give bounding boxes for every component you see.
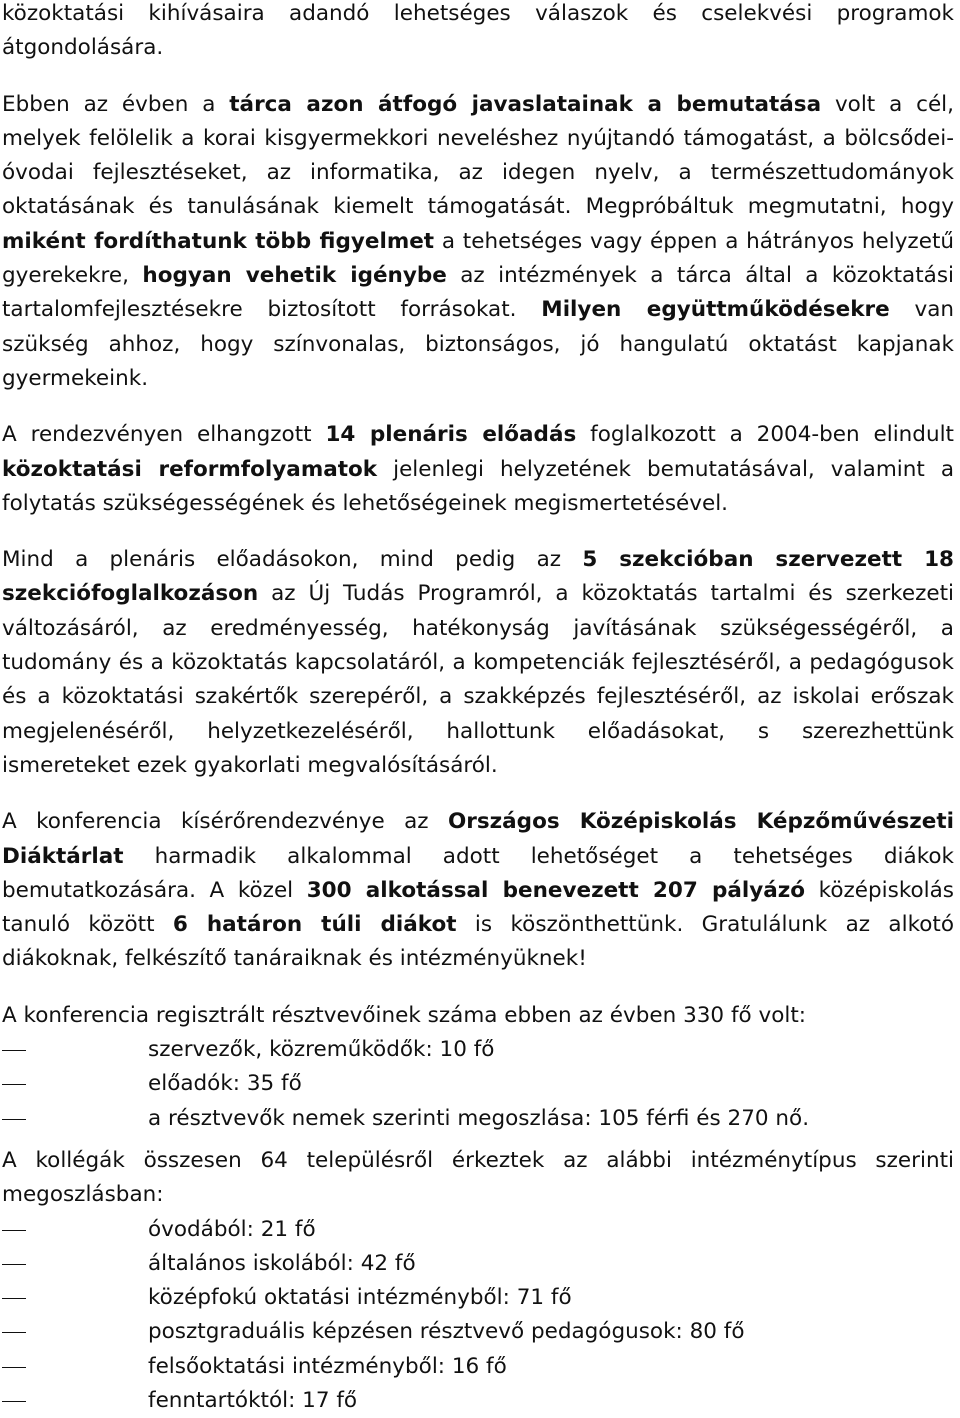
list-item-text: felsőoktatási intézményből: 16 fő <box>148 1354 507 1379</box>
text-run: a tehetséges vagy éppen a hátrányos helyzetű gyerekekre, <box>2 229 954 288</box>
text-run: is köszönthettünk. Gratulálunk az alkotó diákoknak, felkészítő tanáraiknak és intézményüknek! <box>2 912 954 971</box>
dash-icon <box>2 1401 26 1402</box>
list-item <box>2 1281 954 1315</box>
list-item <box>2 1350 954 1384</box>
list-item-text: általános iskolából: 42 fő <box>148 1251 416 1276</box>
goals-paragraph <box>2 88 954 397</box>
bold-text: hogyan vehetik igénybe <box>142 263 446 288</box>
list-item <box>2 1247 954 1281</box>
text-run: harmadik alkalommal adott lehetőséget a tehetséges diákok bemutatkozására. A közel <box>2 844 954 903</box>
bold-text: 14 plenáris előadás <box>325 422 576 447</box>
list-item-text: középfokú oktatási intézményből: 71 fő <box>148 1285 572 1310</box>
exhibition-paragraph <box>2 805 954 976</box>
list-item <box>2 1384 954 1418</box>
list-item <box>2 1213 954 1247</box>
bold-text: Országos Középiskolás Képzőművészeti Diáktárlat <box>2 809 954 868</box>
text-run: van szükség ahhoz, hogy színvonalas, biztonságos, jó hangulatú oktatást kapjanak gyermekeink. <box>2 297 954 391</box>
dash-icon <box>2 1230 26 1231</box>
text-run: A konferencia kísérőrendezvénye az <box>2 809 448 834</box>
text-run: Ebben az évben a <box>2 92 229 117</box>
sections-paragraph <box>2 543 954 783</box>
dash-icon <box>2 1084 26 1085</box>
plenary-paragraph <box>2 418 954 521</box>
text-run: jelenlegi helyzetének bemutatásával, valamint a folytatás szükségességének és lehetőségeinek megismertetésével. <box>2 457 954 516</box>
bold-text: 300 alkotással benevezett 207 pályázó <box>307 878 805 903</box>
list-item-text: fenntartóktól: 17 fő <box>148 1388 357 1413</box>
bold-text: 6 határon túli diákot <box>173 912 457 937</box>
text-run: volt a cél, melyek felölelik a korai kisgyermekkori neveléshez nyújtandó támogatást, a bölcsődei-óvodai fejlesztéseket, az informatika, az idegen nyelv, a természettudományok oktatásának és tanulásának kiemelt támogatását. Megpróbáltuk megmutatni, hogy <box>2 92 954 220</box>
list-item-text: a résztvevők nemek szerinti megoszlása: 105 férfi és 270 nő. <box>148 1106 809 1131</box>
dash-icon <box>2 1332 26 1333</box>
list-item <box>2 1102 954 1136</box>
text-run: az intézmények a tárca által a közoktatási tartalomfejlesztésekre biztosított forrásokat. <box>2 263 954 322</box>
participants-list <box>2 1033 954 1136</box>
bold-text: Milyen együttműködésekre <box>541 297 889 322</box>
text-run: közoktatási kihívásaira adandó lehetséges válaszok és cselekvési programok átgondolására. <box>2 1 954 60</box>
dash-icon <box>2 1050 26 1051</box>
institutions-list <box>2 1213 954 1418</box>
bold-text: 5 szekcióban szervezett 18 szekciófoglalkozáson <box>2 547 954 606</box>
list-item <box>2 1067 954 1101</box>
dash-icon <box>2 1298 26 1299</box>
list-item <box>2 1315 954 1349</box>
institutions-intro: A kollégák összesen 64 településről érkeztek az alábbi intézménytípus szerinti megoszlásban: <box>2 1144 954 1213</box>
dash-icon <box>2 1119 26 1120</box>
list-item-text: előadók: 35 fő <box>148 1071 302 1096</box>
bold-text: miként fordíthatunk több figyelmet <box>2 229 434 254</box>
list-item-text: óvodából: 21 fő <box>148 1217 316 1242</box>
list-item-text: szervezők, közreműködők: 10 fő <box>148 1037 494 1062</box>
text-run: Mind a plenáris előadásokon, mind pedig az <box>2 547 582 572</box>
dash-icon <box>2 1264 26 1265</box>
bold-text: tárca azon átfogó javaslatainak a bemutatása <box>229 92 821 117</box>
text-run: középiskolás tanuló között <box>2 878 954 937</box>
text-run: foglalkozott a 2004-ben elindult <box>576 422 954 447</box>
participants-intro: A konferencia regisztrált résztvevőinek száma ebben az évben 330 fő volt: <box>2 999 954 1033</box>
list-item <box>2 1033 954 1067</box>
dash-icon <box>2 1367 26 1368</box>
text-run: az Új Tudás Programról, a közoktatás tartalmi és szerkezeti változásáról, az eredményesség, hatékonyság javításának szükségességéről, a tudomány és a közoktatás kapcsolatáról, a kompetenciák fejlesztéséről, a pedagógusok és a közoktatási szakértők szerepéről, a szakképzés fejlesztéséről, az iskolai erőszak megjelenéséről, helyzetkezeléséről, hallottunk előadásokat, s szerezhettünk ismereteket ezek gyakorlati megvalósításáról. <box>2 581 954 777</box>
text-run: A rendezvényen elhangzott <box>2 422 325 447</box>
intro-paragraph <box>2 0 954 66</box>
list-item-text: posztgraduális képzésen résztvevő pedagógusok: 80 fő <box>148 1319 745 1344</box>
bold-text: közoktatási reformfolyamatok <box>2 457 377 482</box>
